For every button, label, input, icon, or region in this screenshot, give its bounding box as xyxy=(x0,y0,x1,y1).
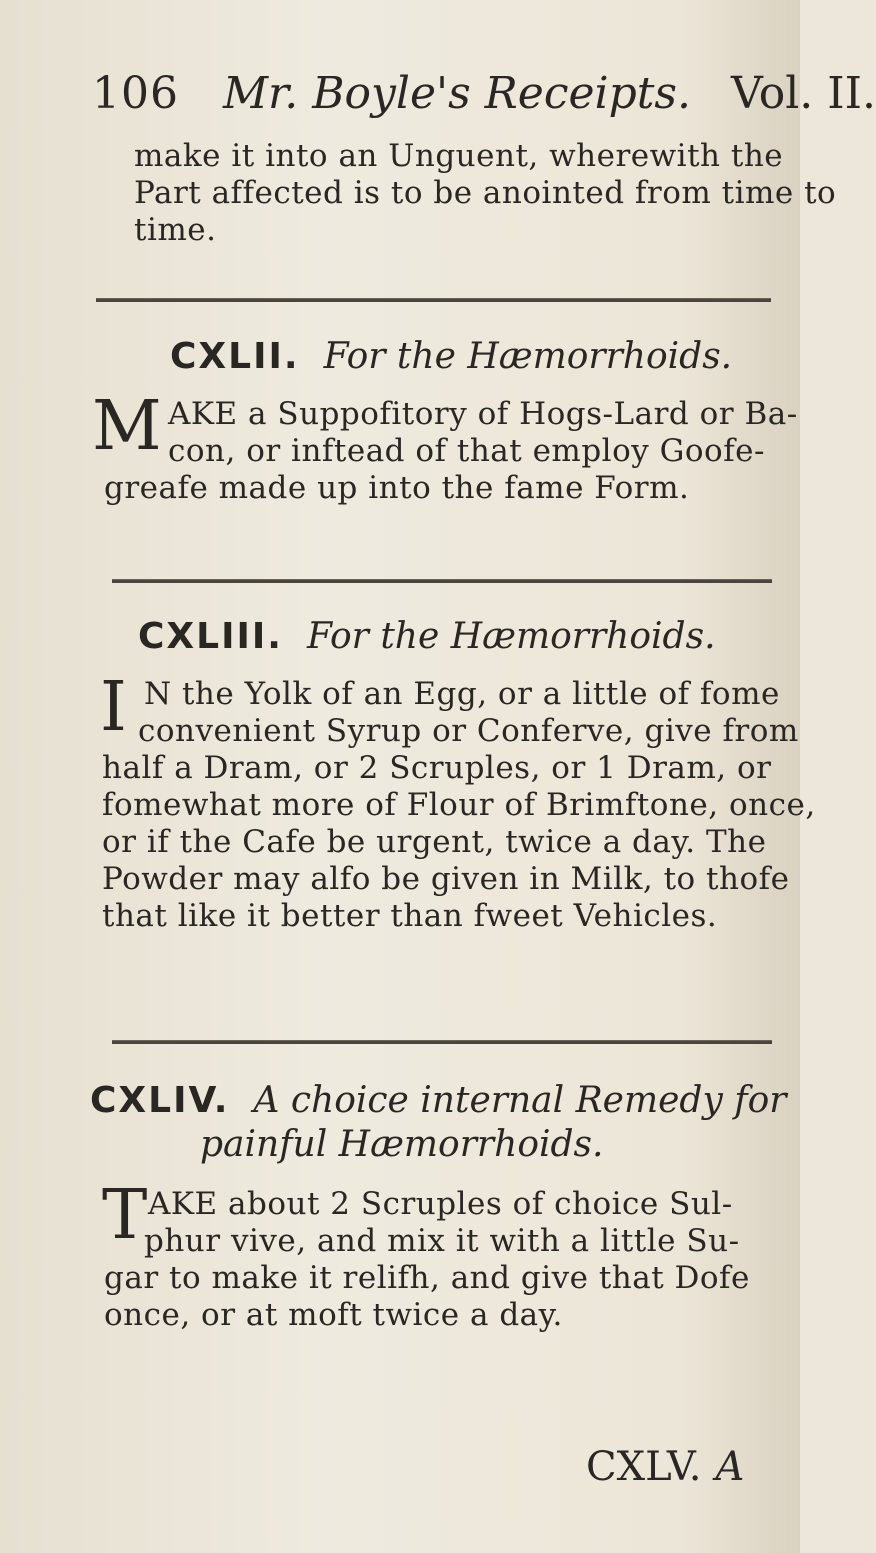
drop-cap: M xyxy=(92,387,162,466)
section-divider xyxy=(112,1040,772,1044)
receipt-heading xyxy=(170,336,732,377)
receipt-title-continued xyxy=(200,1124,603,1165)
receipt-line: AKE a Suppofitory of Hogs-Lard or Ba- xyxy=(168,396,798,432)
receipt-title: For the Hæmorrhoids. xyxy=(306,616,716,657)
receipt-line: convenient Syrup or Conferve, give from xyxy=(138,713,799,749)
receipt-title: For the Hæmorrhoids. xyxy=(323,336,733,377)
drop-cap: I xyxy=(100,668,127,747)
receipt-heading xyxy=(138,616,716,657)
receipt-number: CXLIV. xyxy=(90,1080,230,1121)
volume-label: Vol. II. xyxy=(731,68,876,119)
receipt-line: N the Yolk of an Egg, or a little of fome xyxy=(144,676,780,712)
catchword-letter: A xyxy=(715,1444,745,1490)
receipt-number: CXLII. xyxy=(170,336,300,377)
receipt-title: A choice internal Remedy for xyxy=(253,1080,787,1121)
receipt-line: con, or inftead of that employ Goofe- xyxy=(168,433,765,469)
section-divider xyxy=(96,298,771,302)
page-header xyxy=(92,68,876,128)
receipt-line: greafe made up into the fame Form. xyxy=(104,470,690,506)
receipt-line: or if the Cafe be urgent, twice a day. The xyxy=(102,824,767,860)
section-divider xyxy=(112,579,772,583)
receipt-line: that like it better than fweet Vehicles. xyxy=(102,898,718,934)
catchword xyxy=(586,1444,744,1490)
receipt-line: phur vive, and mix it with a little Su- xyxy=(144,1223,740,1259)
receipt-line: fomewhat more of Flour of Brimftone, once, xyxy=(102,787,816,823)
running-title: Mr. Boyle's Receipts. xyxy=(222,68,691,119)
drop-cap: T xyxy=(102,1176,148,1255)
receipt-line: half a Dram, or 2 Scruples, or 1 Dram, or xyxy=(102,750,772,786)
receipt-line: Powder may alfo be given in Milk, to thofe xyxy=(102,861,790,897)
receipt-line: AKE about 2 Scruples of choice Sul- xyxy=(148,1186,733,1222)
receipt-heading xyxy=(90,1080,786,1121)
page-number: 106 xyxy=(92,68,179,119)
continuation-line: make it into an Unguent, wherewith the xyxy=(134,138,784,174)
receipt-line: gar to make it relifh, and give that Dofe xyxy=(104,1260,750,1296)
catchword-number: CXLV. xyxy=(586,1444,702,1490)
receipt-number: CXLIII. xyxy=(138,616,283,657)
continuation-line: time. xyxy=(134,212,217,248)
receipt-title-line2: painful Hæmorrhoids. xyxy=(200,1124,604,1165)
continuation-line: Part affected is to be anointed from time to xyxy=(134,175,837,211)
receipt-line: once, or at moft twice a day. xyxy=(104,1297,563,1333)
